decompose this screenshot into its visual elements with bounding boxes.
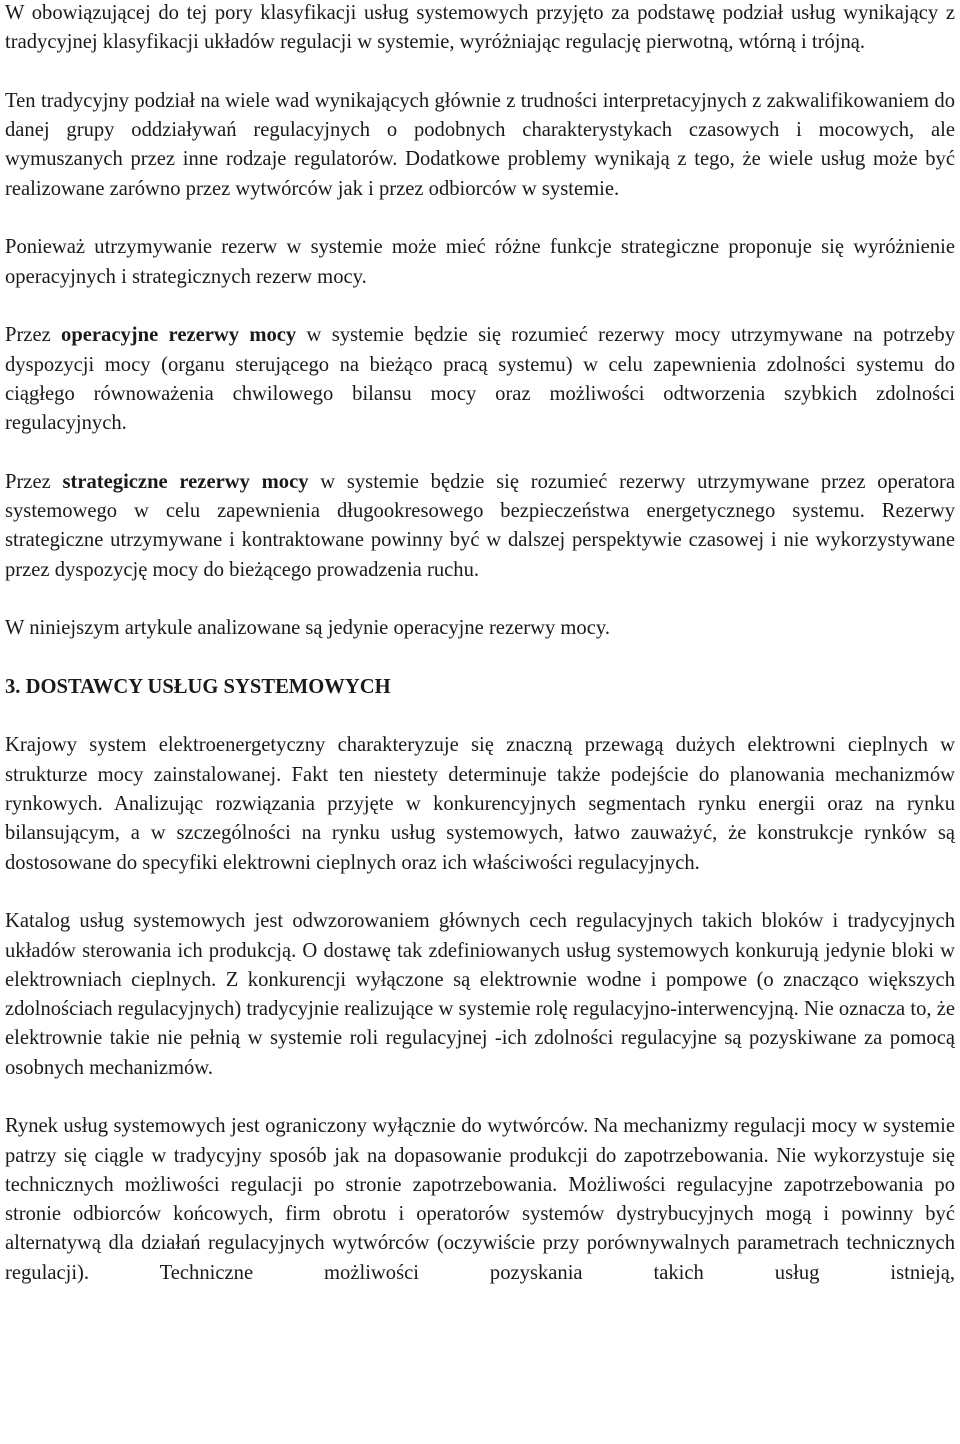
paragraph-market-limits: Rynek usług systemowych jest ograniczony wyłącznie do wytwórców. Na mechanizmy regulacji mocy w systemie patrzy się ciągle w tradycyjny sposób jak na dopasowanie produkcji do zapotrzebowania. Nie wykorzystuje się technicznych możliwości regulacji po stronie zapotrzebowania. Możliwości regulacyjne zapotrzebowania po stronie odbiorców końcowych, firm obrotu i operatorów systemów dystrybucyjnych mogą i powinny być alternatywą dla działań regulacyjnych wytwórców (oczywiście przy porównywalnych parametrach technicznych regulacji). Techniczne możliwości pozyskania takich usług istnieją, [5,1115,955,1284]
strategic-reserves-term: strategiczne rezerwy mocy [62,470,309,493]
document-page [5,0,955,1317]
paragraph-reserves-proposal: Ponieważ utrzymywanie rezerw w systemie może mieć różne funkcje strategiczne proponuje się wyróżnienie operacyjnych i strategicznych rezerw mocy. [5,236,955,288]
operational-prefix: Przez [5,324,62,347]
operational-suffix: w systemie będzie się rozumieć rezerwy mocy utrzymywane na potrzeby dyspozycji mocy (organu sterującego na bieżąco pracą systemu) w celu zapewnienia zdolności systemu do ciągłego równoważenia chwilowego bilansu mocy oraz możliwości odtworzenia szybkich zdolności regulacyjnych. [5,324,955,435]
paragraph-traditional-division: Ten tradycyjny podział na wiele wad wynikających głównie z trudności interpretacyjnych z zakwalifikowaniem do danej grupy oddziaływań regulacyjnych o podobnych charakterystykach czasowych i mocowych, ale wymuszanych przez inne rodzaje regulatorów. Dodatkowe problemy wynikają z tego, że wiele usług może być realizowane zarówno przez wytwórców jak i przez odbiorców w systemie. [5,89,955,200]
strategic-prefix: Przez [5,470,63,493]
operational-reserves-term: operacyjne rezerwy mocy [61,324,297,347]
paragraph-classification: W obowiązującej do tej pory klasyfikacji usług systemowych przyjęto za podstawę podział usług wynikający z tradycyjnej klasyfikacji układów regulacji w systemie, wyróżniając regulację pierwotną, wtórną i trójną. [5,2,955,54]
paragraph-strategic-reserves [5,468,955,585]
paragraph-national-system: Krajowy system elektroenergetyczny charakteryzuje się znaczną przewagą dużych elektrowni cieplnych w strukturze mocy zainstalowanej. Fakt ten niestety determinuje także podejście do planowania mechanizmów rynkowych. Analizując rozwiązania przyjęte w konkurencyjnych segmentach rynku energii oraz na rynku bilansującym, a w szczególności na rynku usług systemowych, łatwo zauważyć, że konstrukcje rynków są dostosowane do specyfiki elektrowni cieplnych oraz ich właściwości regulacyjnych. [5,734,955,874]
section-heading: 3. DOSTAWCY USŁUG SYSTEMOWYCH [5,675,391,698]
paragraph-service-catalog: Katalog usług systemowych jest odwzorowaniem głównych cech regulacyjnych takich bloków i tradycyjnych układów sterowania ich produkcją. O dostawę tak zdefiniowanych usług systemowych konkurują jedynie bloki w elektrowniach cieplnych. Z konkurencji wyłączone są elektrownie wodne i pompowe (o znacząco większych zdolnościach regulacyjnych) tradycyjnie realizujące w systemie rolę regulacyjno-interwencyjną. Nie oznacza to, że elektrownie takie nie pełnią w systemie roli regulacyjnej -ich zdolności regulacyjne są pozyskiwane za pomocą osobnych mechanizmów. [5,910,955,1079]
paragraph-operational-reserves [5,321,955,438]
paragraph-article-scope: W niniejszym artykule analizowane są jedynie operacyjne rezerwy mocy. [5,617,610,640]
strategic-suffix: w systemie będzie się rozumieć rezerwy utrzymywane przez operatora systemowego w celu zapewnienia długookresowego bezpieczeństwa energetycznego systemu. Rezerwy strategiczne utrzymywane i kontraktowane powinny być w dalszej perspektywie czasowej i nie wykorzystywane przez dyspozycję mocy do bieżącego prowadzenia ruchu. [5,470,955,581]
